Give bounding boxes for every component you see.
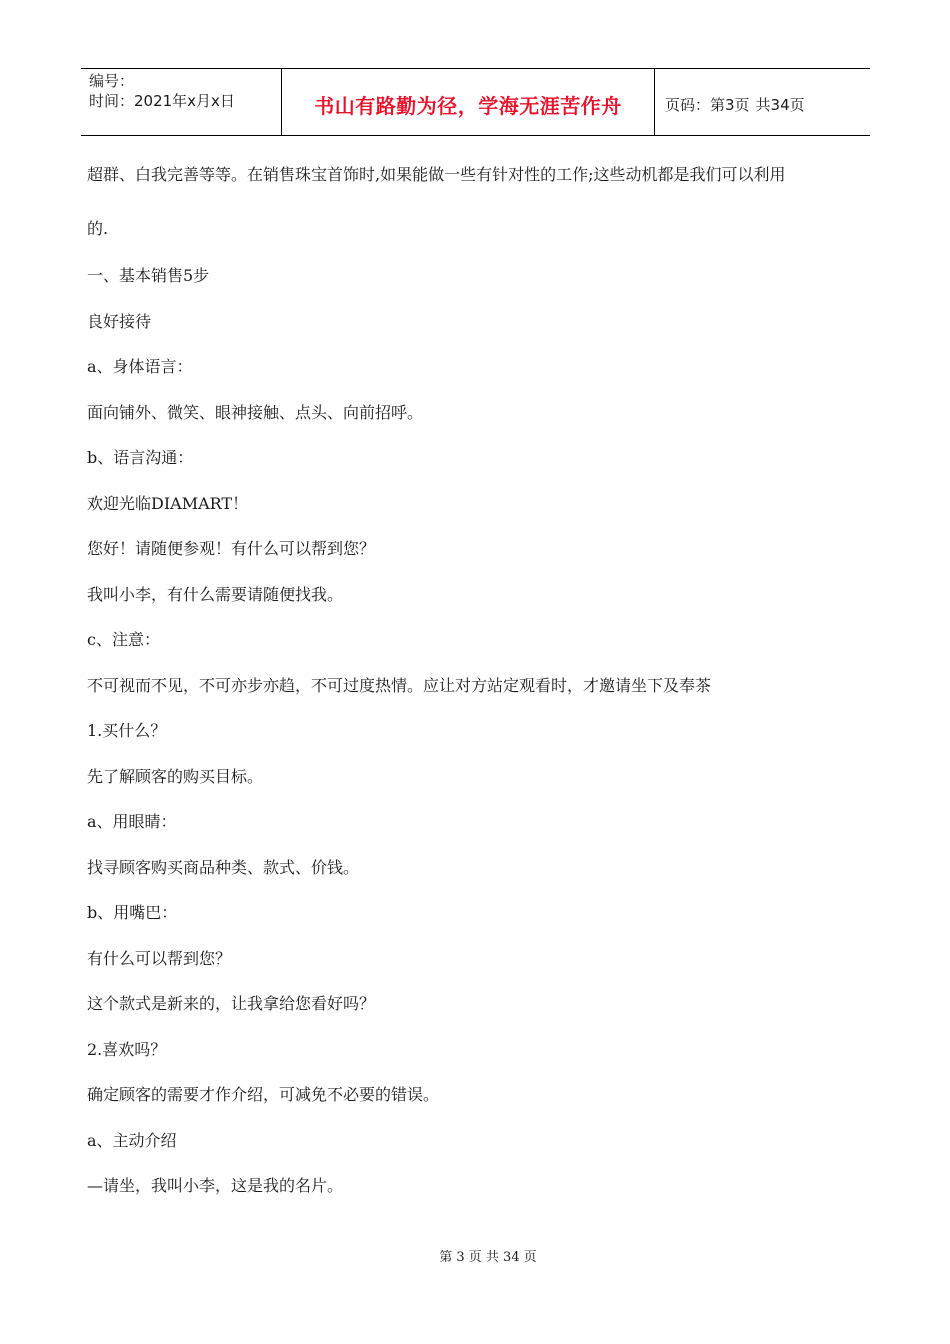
header-page-total: 共34页 (755, 95, 805, 114)
list-item: c、注意： (87, 630, 160, 649)
page-footer: 第 3 页 共 34 页 (439, 1250, 537, 1265)
paragraph-line: 的. (87, 219, 109, 238)
paragraph-line: 您好！请随便参观！有什么可以帮到您？ (87, 539, 376, 558)
paragraph-line: 先了解顾客的购买目标。 (87, 767, 264, 786)
section-heading: 一、基本销售5步 (87, 266, 210, 285)
header-page-code: 页码：第3页 (665, 95, 750, 114)
paragraph-line: 这个款式是新来的，让我拿给您看好吗？ (87, 994, 376, 1013)
paragraph-line: 确定顾客的需要才作介绍，可减免不必要的错误。 (87, 1085, 440, 1104)
subheading: 良好接待 (87, 312, 152, 331)
numbered-heading: 1.买什么？ (87, 721, 167, 740)
paragraph-line: 面向铺外、微笑、眼神接触、点头、向前招呼。 (87, 403, 424, 422)
list-item: a、用眼睛： (87, 812, 177, 831)
document-date-label: 时间：2021年x月x日 (89, 92, 235, 110)
paragraph-line: 欢迎光临DIAMART！ (87, 494, 249, 513)
document-number-label: 编号： (89, 72, 135, 90)
list-item: a、主动介绍 (87, 1131, 177, 1150)
paragraph-line: 有什么可以帮到您？ (87, 949, 232, 968)
list-item: b、用嘴巴： (87, 903, 178, 922)
header-page-cell (655, 69, 870, 135)
list-item: a、身体语言： (87, 357, 193, 376)
paragraph-line: 找寻顾客购买商品种类、款式、价钱。 (87, 858, 360, 877)
paragraph-line: 我叫小李，有什么需要请随便找我。 (87, 585, 344, 604)
header-motto-cell (282, 69, 655, 135)
header-motto: 书山有路勤为径，学海无涯苦作舟 (314, 93, 622, 118)
numbered-heading: 2.喜欢吗？ (87, 1040, 167, 1059)
paragraph-line: 不可视而不见，不可亦步亦趋，不可过度热情。应让对方站定观看时，才邀请坐下及奉茶 (87, 676, 712, 695)
list-item: b、语言沟通： (87, 448, 194, 467)
paragraph-line: 超群、白我完善等等。在销售珠宝首饰时,如果能做一些有针对性的工作;这些动机都是我们可以利用 (87, 165, 786, 184)
header-info-cell (81, 69, 282, 135)
paragraph-line: —请坐，我叫小李，这是我的名片。 (87, 1176, 344, 1195)
page-header (81, 68, 870, 136)
